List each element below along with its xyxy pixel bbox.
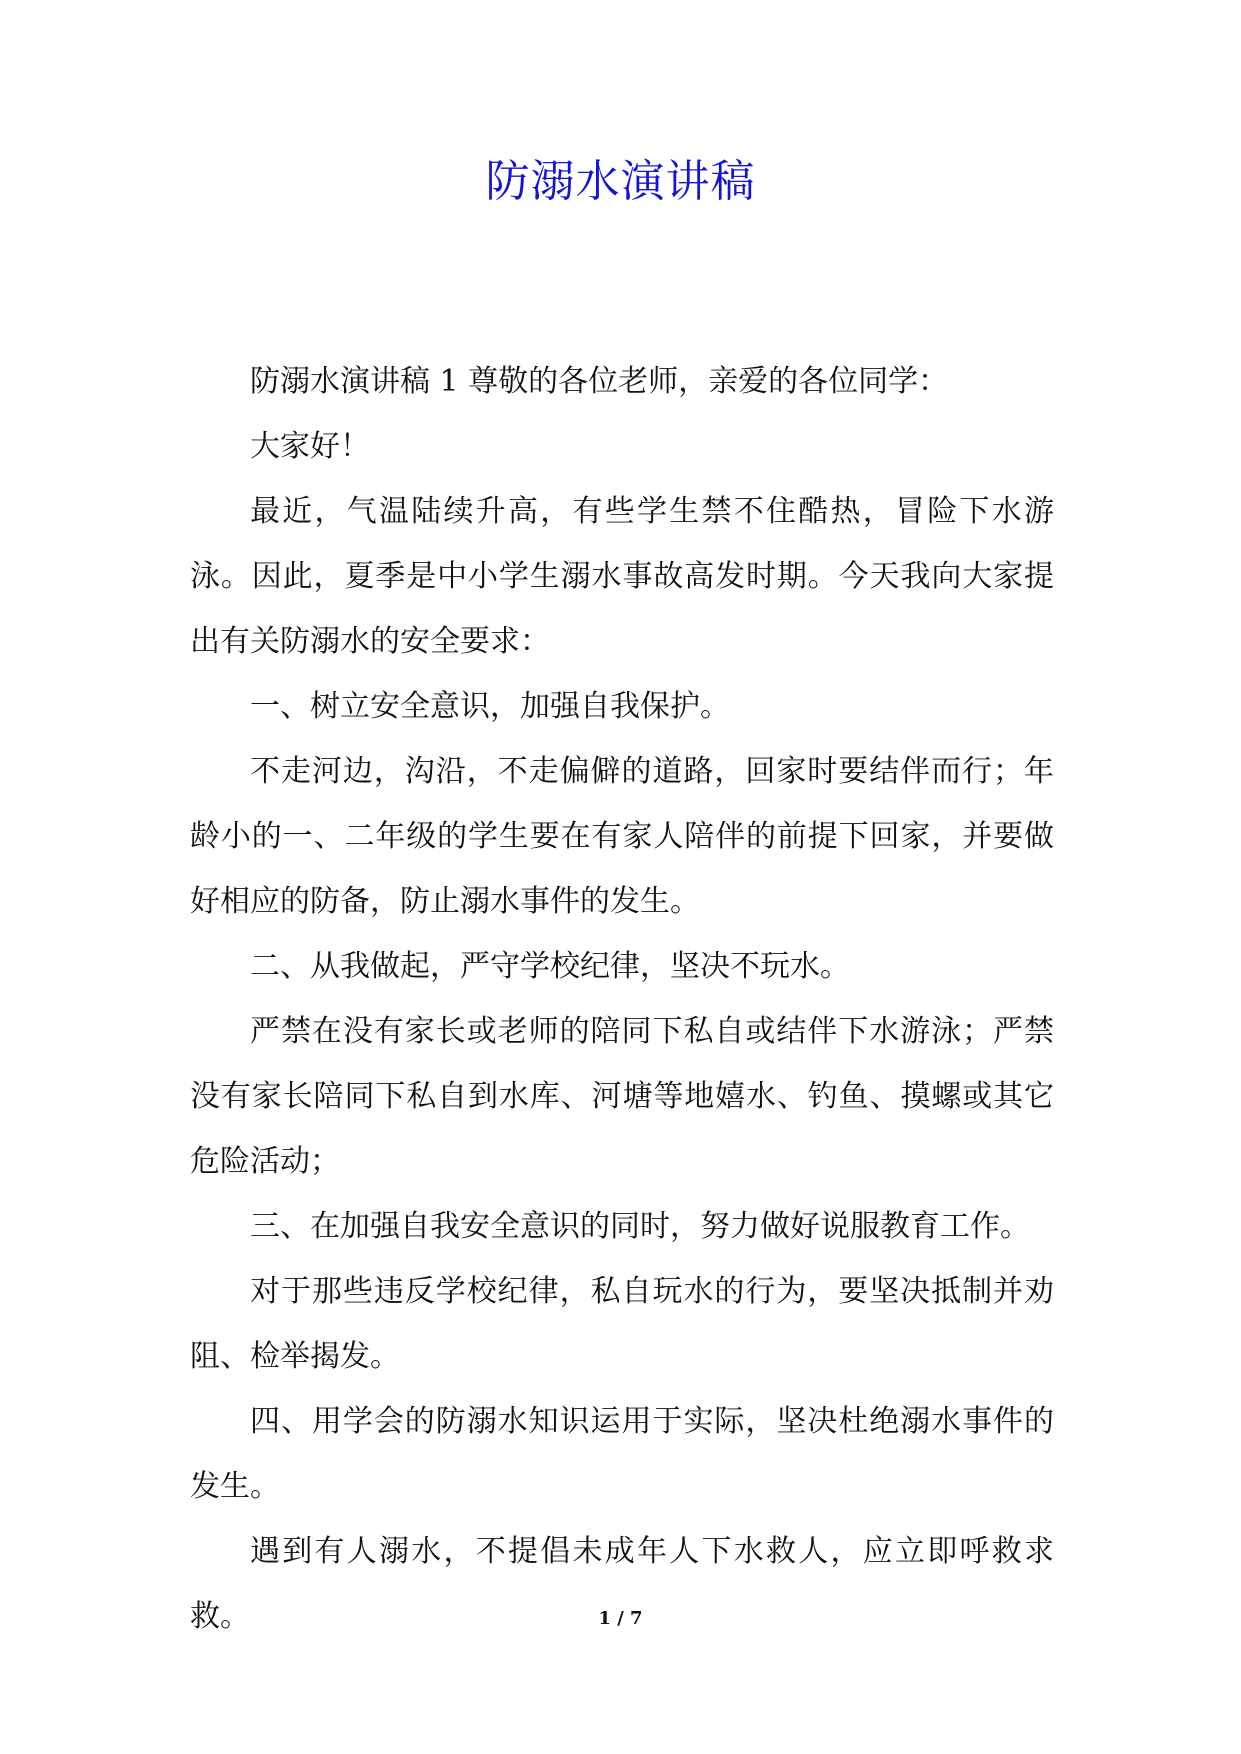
section-heading-3: 三、在加强自我安全意识的同时，努力做好说服教育工作。 — [250, 1209, 1030, 1244]
paragraph-intro: 最近，气温陆续升高，有些学生禁不住酷热，冒险下水游泳。因此，夏季是中小学生溺水事故高发时期。今天我向大家提出有关防溺水的安全要求： — [190, 494, 1054, 659]
paragraph-section-4: 遇到有人溺水，不提倡未成年人下水救人，应立即呼救求救。 — [190, 1534, 1054, 1634]
document-body — [190, 349, 1054, 1649]
paragraph-greeting-line: 防溺水演讲稿 1 尊敬的各位老师，亲爱的各位同学： — [250, 364, 949, 399]
section-heading-1: 一、树立安全意识，加强自我保护。 — [250, 689, 730, 724]
paragraph-hello: 大家好！ — [250, 429, 370, 464]
document-title: 防溺水演讲稿 — [485, 156, 756, 207]
section-heading-2: 二、从我做起，严守学校纪律，坚决不玩水。 — [250, 949, 850, 984]
section-heading-4: 四、用学会的防溺水知识运用于实际，坚决杜绝溺水事件的发生。 — [190, 1404, 1054, 1504]
paragraph-section-1: 不走河边，沟沿，不走偏僻的道路，回家时要结伴而行；年龄小的一、二年级的学生要在有家人陪伴的前提下回家，并要做好相应的防备，防止溺水事件的发生。 — [190, 754, 1054, 919]
paragraph-section-3: 对于那些违反学校纪律，私自玩水的行为，要坚决抵制并劝阻、检举揭发。 — [190, 1274, 1054, 1374]
page-number: 1 / 7 — [598, 1608, 643, 1629]
paragraph-section-2: 严禁在没有家长或老师的陪同下私自或结伴下水游泳；严禁没有家长陪同下私自到水库、河塘等地嬉水、钓鱼、摸螺或其它危险活动； — [190, 1014, 1054, 1179]
